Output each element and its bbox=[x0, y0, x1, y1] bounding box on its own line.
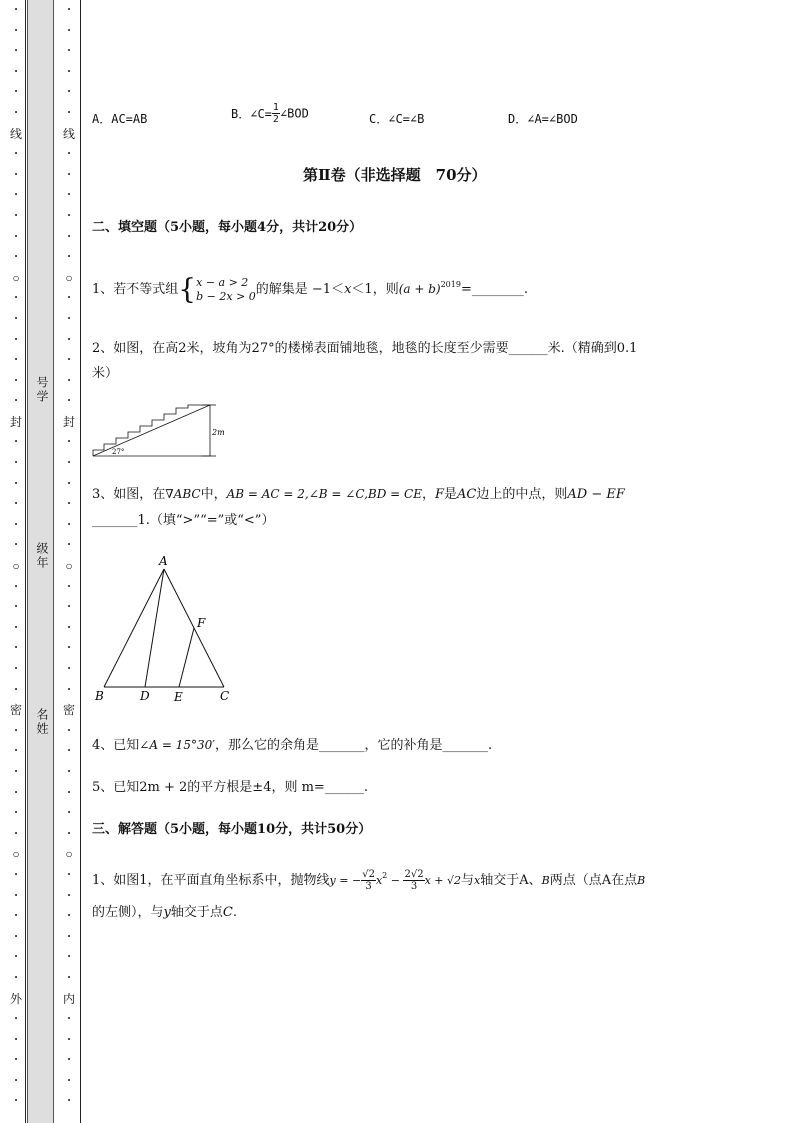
q6-prefix: 1、如图1，在平面直角坐标系中，抛物线 bbox=[92, 873, 330, 888]
inner-dot: • bbox=[67, 293, 71, 303]
field-name bbox=[33, 708, 47, 741]
inner-dot: • bbox=[67, 622, 71, 632]
outer-dot: • bbox=[14, 787, 18, 797]
q3-middle: 中， bbox=[200, 487, 227, 502]
inner-dot: • bbox=[67, 890, 71, 900]
q3-middle4: 边上的中点，则 bbox=[476, 487, 568, 502]
q6-equals: = − bbox=[335, 874, 362, 887]
outer-dot: • bbox=[14, 437, 18, 447]
inner-dot: • bbox=[67, 643, 71, 653]
q3-expression: AD − EF bbox=[567, 487, 625, 502]
inner-circle: ○ bbox=[65, 270, 73, 285]
section-solve-heading: 三、解答题（5小题，每小题10分，共计50分） bbox=[92, 822, 372, 837]
outer-dot: • bbox=[14, 869, 18, 879]
outer-dot: • bbox=[14, 684, 18, 694]
inner-seal-word: 内 bbox=[63, 991, 76, 1006]
outer-dot: • bbox=[14, 149, 18, 159]
question-3-line1 bbox=[92, 483, 625, 502]
inner-dot: • bbox=[67, 66, 71, 76]
inner-dot: • bbox=[67, 1096, 71, 1106]
q1-middle: 的解集是 −1＜ bbox=[255, 282, 345, 297]
q6-x-squared: x bbox=[375, 874, 383, 887]
outer-dot: • bbox=[14, 1034, 18, 1044]
inner-dot: • bbox=[67, 808, 71, 818]
field-grade-text: 级年 bbox=[35, 542, 49, 570]
q6-fraction-1 bbox=[361, 869, 376, 892]
outer-dot: • bbox=[14, 1075, 18, 1085]
q6-fraction-2-num: 2√2 bbox=[404, 869, 424, 880]
outer-seal-word: 密 bbox=[10, 703, 23, 718]
inner-seal-word: 封 bbox=[63, 414, 76, 429]
outer-dot: • bbox=[14, 972, 18, 982]
inner-dot: • bbox=[67, 210, 71, 220]
inner-seal-word: 线 bbox=[63, 126, 76, 141]
outer-dot: • bbox=[14, 746, 18, 756]
vertex-b-label: B bbox=[95, 689, 104, 703]
q6-y-axis-var: y bbox=[163, 905, 171, 920]
inner-dot: • bbox=[67, 313, 71, 323]
outer-dot: • bbox=[14, 87, 18, 97]
inner-dot: • bbox=[67, 1055, 71, 1065]
outer-dot: • bbox=[14, 190, 18, 200]
q6-fraction-2 bbox=[403, 869, 424, 892]
inner-dot: • bbox=[67, 581, 71, 591]
outer-dot: • bbox=[14, 725, 18, 735]
option-b-suffix: ∠BOD bbox=[279, 106, 309, 121]
outer-seal-word: 封 bbox=[10, 414, 23, 429]
inner-dot: • bbox=[67, 787, 71, 797]
inner-dot: • bbox=[67, 746, 71, 756]
question-1 bbox=[92, 268, 528, 306]
option-b-denominator: 2 bbox=[272, 114, 279, 125]
option-b-numerator: 1 bbox=[272, 102, 279, 113]
inner-dot: • bbox=[67, 725, 71, 735]
field-exam-number-text: 号学 bbox=[35, 376, 49, 404]
question-2-line2: 米） bbox=[92, 366, 119, 381]
q3-conditions: AB = AC = 2,∠B = ∠C,BD = CE bbox=[226, 487, 422, 501]
volume-title: 第Ⅱ卷（非选择题 70分） bbox=[303, 166, 487, 184]
inner-dot: • bbox=[67, 972, 71, 982]
inner-dot: • bbox=[67, 46, 71, 56]
option-c: C．∠C=∠B bbox=[369, 112, 425, 126]
outer-dot: • bbox=[14, 664, 18, 673]
outer-circle: ○ bbox=[12, 270, 20, 285]
outer-dot: • bbox=[14, 458, 18, 468]
outer-dot: • bbox=[14, 1096, 18, 1106]
option-d: D．∠A=∠BOD bbox=[508, 112, 578, 126]
outer-dot: • bbox=[14, 911, 18, 921]
inner-dot: • bbox=[67, 437, 71, 447]
inner-dot: • bbox=[67, 458, 71, 468]
q1-middle2: ＜1，则 bbox=[351, 282, 399, 297]
q1-brace: { bbox=[178, 272, 197, 306]
inner-dot: • bbox=[67, 828, 71, 838]
q3-segment-ac: AC bbox=[457, 487, 477, 502]
q3-prefix: 3、如图，在 bbox=[92, 487, 166, 502]
q3-middle2: ， bbox=[421, 487, 435, 502]
outer-dot: • bbox=[14, 5, 18, 14]
outer-dot: • bbox=[14, 46, 18, 56]
outer-dot: • bbox=[14, 808, 18, 818]
q3-middle3: 是 bbox=[444, 487, 458, 502]
q4-prefix: 4、已知 bbox=[92, 738, 140, 753]
q6-fraction-2-den: 3 bbox=[410, 881, 418, 892]
q6-y: y bbox=[329, 874, 336, 887]
outer-dot: • bbox=[14, 375, 18, 385]
q1-system-line1: x − a > 2 bbox=[196, 275, 249, 289]
outer-dot: • bbox=[14, 931, 18, 941]
outer-dot: • bbox=[14, 1055, 18, 1065]
outer-dot: • bbox=[14, 293, 18, 303]
triangle-figure bbox=[90, 550, 240, 706]
outer-dot: • bbox=[14, 540, 18, 550]
option-b-fraction bbox=[272, 102, 280, 125]
question-2-line1: 2、如图，在高2米，坡角为27°的楼梯表面铺地毯，地毯的长度至少需要______米.（精确到0.1 bbox=[92, 341, 638, 356]
q4-suffix: ，那么它的余角是_______，它的补角是_______. bbox=[214, 738, 493, 753]
outer-dot: • bbox=[14, 766, 18, 776]
outer-dot: • bbox=[14, 1014, 18, 1024]
vertex-c-label: C bbox=[220, 689, 230, 703]
q1-expression: (a + b) bbox=[398, 282, 441, 296]
inner-dot: • bbox=[67, 25, 71, 35]
question-5: 5、已知2m + 2的平方根是±4，则 m=______. bbox=[92, 780, 368, 795]
outer-dot: • bbox=[14, 643, 18, 653]
point-e-label: E bbox=[174, 690, 183, 704]
outer-dot: • bbox=[14, 210, 18, 220]
inner-dot: • bbox=[67, 499, 71, 509]
outer-dot: • bbox=[14, 478, 18, 488]
inner-dot: • bbox=[67, 664, 71, 673]
inner-dot: • bbox=[67, 952, 71, 962]
inner-dot: • bbox=[67, 519, 71, 529]
question-4 bbox=[92, 734, 492, 753]
inner-dot: • bbox=[67, 355, 71, 365]
outer-dot: • bbox=[14, 107, 18, 117]
q1-variable: x bbox=[344, 282, 352, 297]
stairs-figure bbox=[90, 398, 230, 462]
inner-dot: • bbox=[67, 540, 71, 550]
outer-dot: • bbox=[14, 602, 18, 612]
outer-dot: • bbox=[14, 828, 18, 838]
q1-system-line2: b − 2x > 0 bbox=[196, 289, 256, 303]
outer-dot: • bbox=[14, 622, 18, 632]
question-3-line2: _______1.（填“>”“=”或“<”） bbox=[92, 513, 275, 528]
outer-dot: • bbox=[14, 169, 18, 179]
segment-ef bbox=[179, 628, 194, 687]
inner-dot: • bbox=[67, 1075, 71, 1085]
q6-two-points: 两点（点A在点 bbox=[549, 873, 638, 888]
q6-intersect: 轴交于A、 bbox=[480, 873, 542, 888]
option-b bbox=[231, 102, 309, 125]
q6-square: 2 bbox=[382, 871, 388, 880]
q3-triangle: ∇ABC bbox=[165, 487, 201, 501]
q6-line2-mid: 轴交于点 bbox=[170, 905, 223, 920]
inner-dot: • bbox=[67, 684, 71, 694]
q3-point-f: F bbox=[435, 487, 445, 502]
q6-x-axis-var: x bbox=[474, 874, 481, 887]
outer-dot: • bbox=[14, 313, 18, 323]
inner-dot: • bbox=[67, 869, 71, 879]
inner-dot: • bbox=[67, 252, 71, 262]
q6-minus: − bbox=[387, 874, 404, 887]
q6-fraction-1-num: √2 bbox=[362, 869, 375, 880]
outer-dot: • bbox=[14, 952, 18, 962]
q6-point-b: B bbox=[541, 874, 550, 887]
stairs-height-label: 2m bbox=[212, 428, 225, 437]
inner-dot: • bbox=[67, 169, 71, 179]
inner-seal-word: 密 bbox=[63, 703, 76, 718]
q1-answer-blank[interactable]: =________. bbox=[460, 282, 528, 297]
inner-dot: • bbox=[67, 87, 71, 97]
q6-linear-term: x + √2 bbox=[424, 874, 461, 887]
inner-dot: • bbox=[67, 1014, 71, 1024]
inner-dot: • bbox=[67, 149, 71, 159]
outer-dot: • bbox=[14, 519, 18, 529]
option-a: A．AC=AB bbox=[92, 112, 148, 126]
inner-dot: • bbox=[67, 396, 71, 406]
inner-dot: • bbox=[67, 107, 71, 117]
inner-dot: • bbox=[67, 231, 71, 241]
margin-line-outer bbox=[25, 0, 26, 1123]
inner-dot: • bbox=[67, 190, 71, 200]
outer-seal-word: 外 bbox=[10, 991, 23, 1006]
q6-fraction-1-den: 3 bbox=[365, 881, 372, 892]
outer-dot: • bbox=[14, 396, 18, 406]
outer-dot: • bbox=[14, 252, 18, 262]
inner-dot: • bbox=[67, 478, 71, 488]
option-b-prefix: B．∠C= bbox=[231, 107, 272, 121]
outer-dot: • bbox=[14, 25, 18, 35]
inner-dot: • bbox=[67, 911, 71, 921]
field-grade bbox=[33, 542, 47, 575]
outer-dot: • bbox=[14, 890, 18, 900]
field-name-text: 名姓 bbox=[35, 708, 49, 736]
inner-dot: • bbox=[67, 766, 71, 776]
inner-dot: • bbox=[67, 375, 71, 385]
q6-point-c: C bbox=[222, 905, 233, 920]
outer-circle: ○ bbox=[12, 847, 20, 862]
section-fill-in-heading: 二、填空题（5小题，每小题4分，共计20分） bbox=[92, 220, 363, 235]
outer-dot: • bbox=[14, 499, 18, 509]
q6-point-b2: B bbox=[637, 874, 646, 887]
question-6-line1 bbox=[92, 858, 645, 894]
inner-dot: • bbox=[67, 1034, 71, 1044]
field-exam-number bbox=[33, 376, 47, 409]
q1-prefix: 1、若不等式组 bbox=[92, 282, 179, 297]
outer-dot: • bbox=[14, 66, 18, 76]
q6-with: 与 bbox=[461, 873, 475, 888]
outer-dot: • bbox=[14, 334, 18, 344]
question-6-line2 bbox=[92, 901, 237, 920]
inner-dot: • bbox=[67, 602, 71, 612]
outer-dot: • bbox=[14, 355, 18, 365]
point-d-label: D bbox=[140, 689, 150, 703]
margin-line-inner bbox=[80, 0, 81, 1123]
outer-dot: • bbox=[14, 581, 18, 591]
inner-circle: ○ bbox=[65, 559, 73, 574]
outer-dot: • bbox=[14, 231, 18, 241]
seal-dots-outer bbox=[10, 0, 22, 1112]
inner-circle: ○ bbox=[65, 847, 73, 862]
vertex-a-label: A bbox=[159, 554, 168, 568]
q6-line2-prefix: 的左侧），与 bbox=[92, 905, 164, 920]
q4-angle: ∠A = 15°30′ bbox=[139, 738, 215, 752]
inner-dot: • bbox=[67, 5, 71, 14]
stairs-slope-line bbox=[93, 405, 210, 456]
outer-circle: ○ bbox=[12, 559, 20, 574]
seal-dots-inner bbox=[63, 0, 75, 1112]
inner-dot: • bbox=[67, 931, 71, 941]
stairs-angle-label: 27° bbox=[112, 448, 125, 456]
point-f-label: F bbox=[197, 616, 206, 630]
inner-dot: • bbox=[67, 334, 71, 344]
outer-seal-word: 线 bbox=[10, 126, 23, 141]
q1-exponent: 2019 bbox=[440, 280, 461, 289]
q1-system bbox=[196, 276, 256, 304]
q6-line2-end: . bbox=[232, 905, 237, 920]
